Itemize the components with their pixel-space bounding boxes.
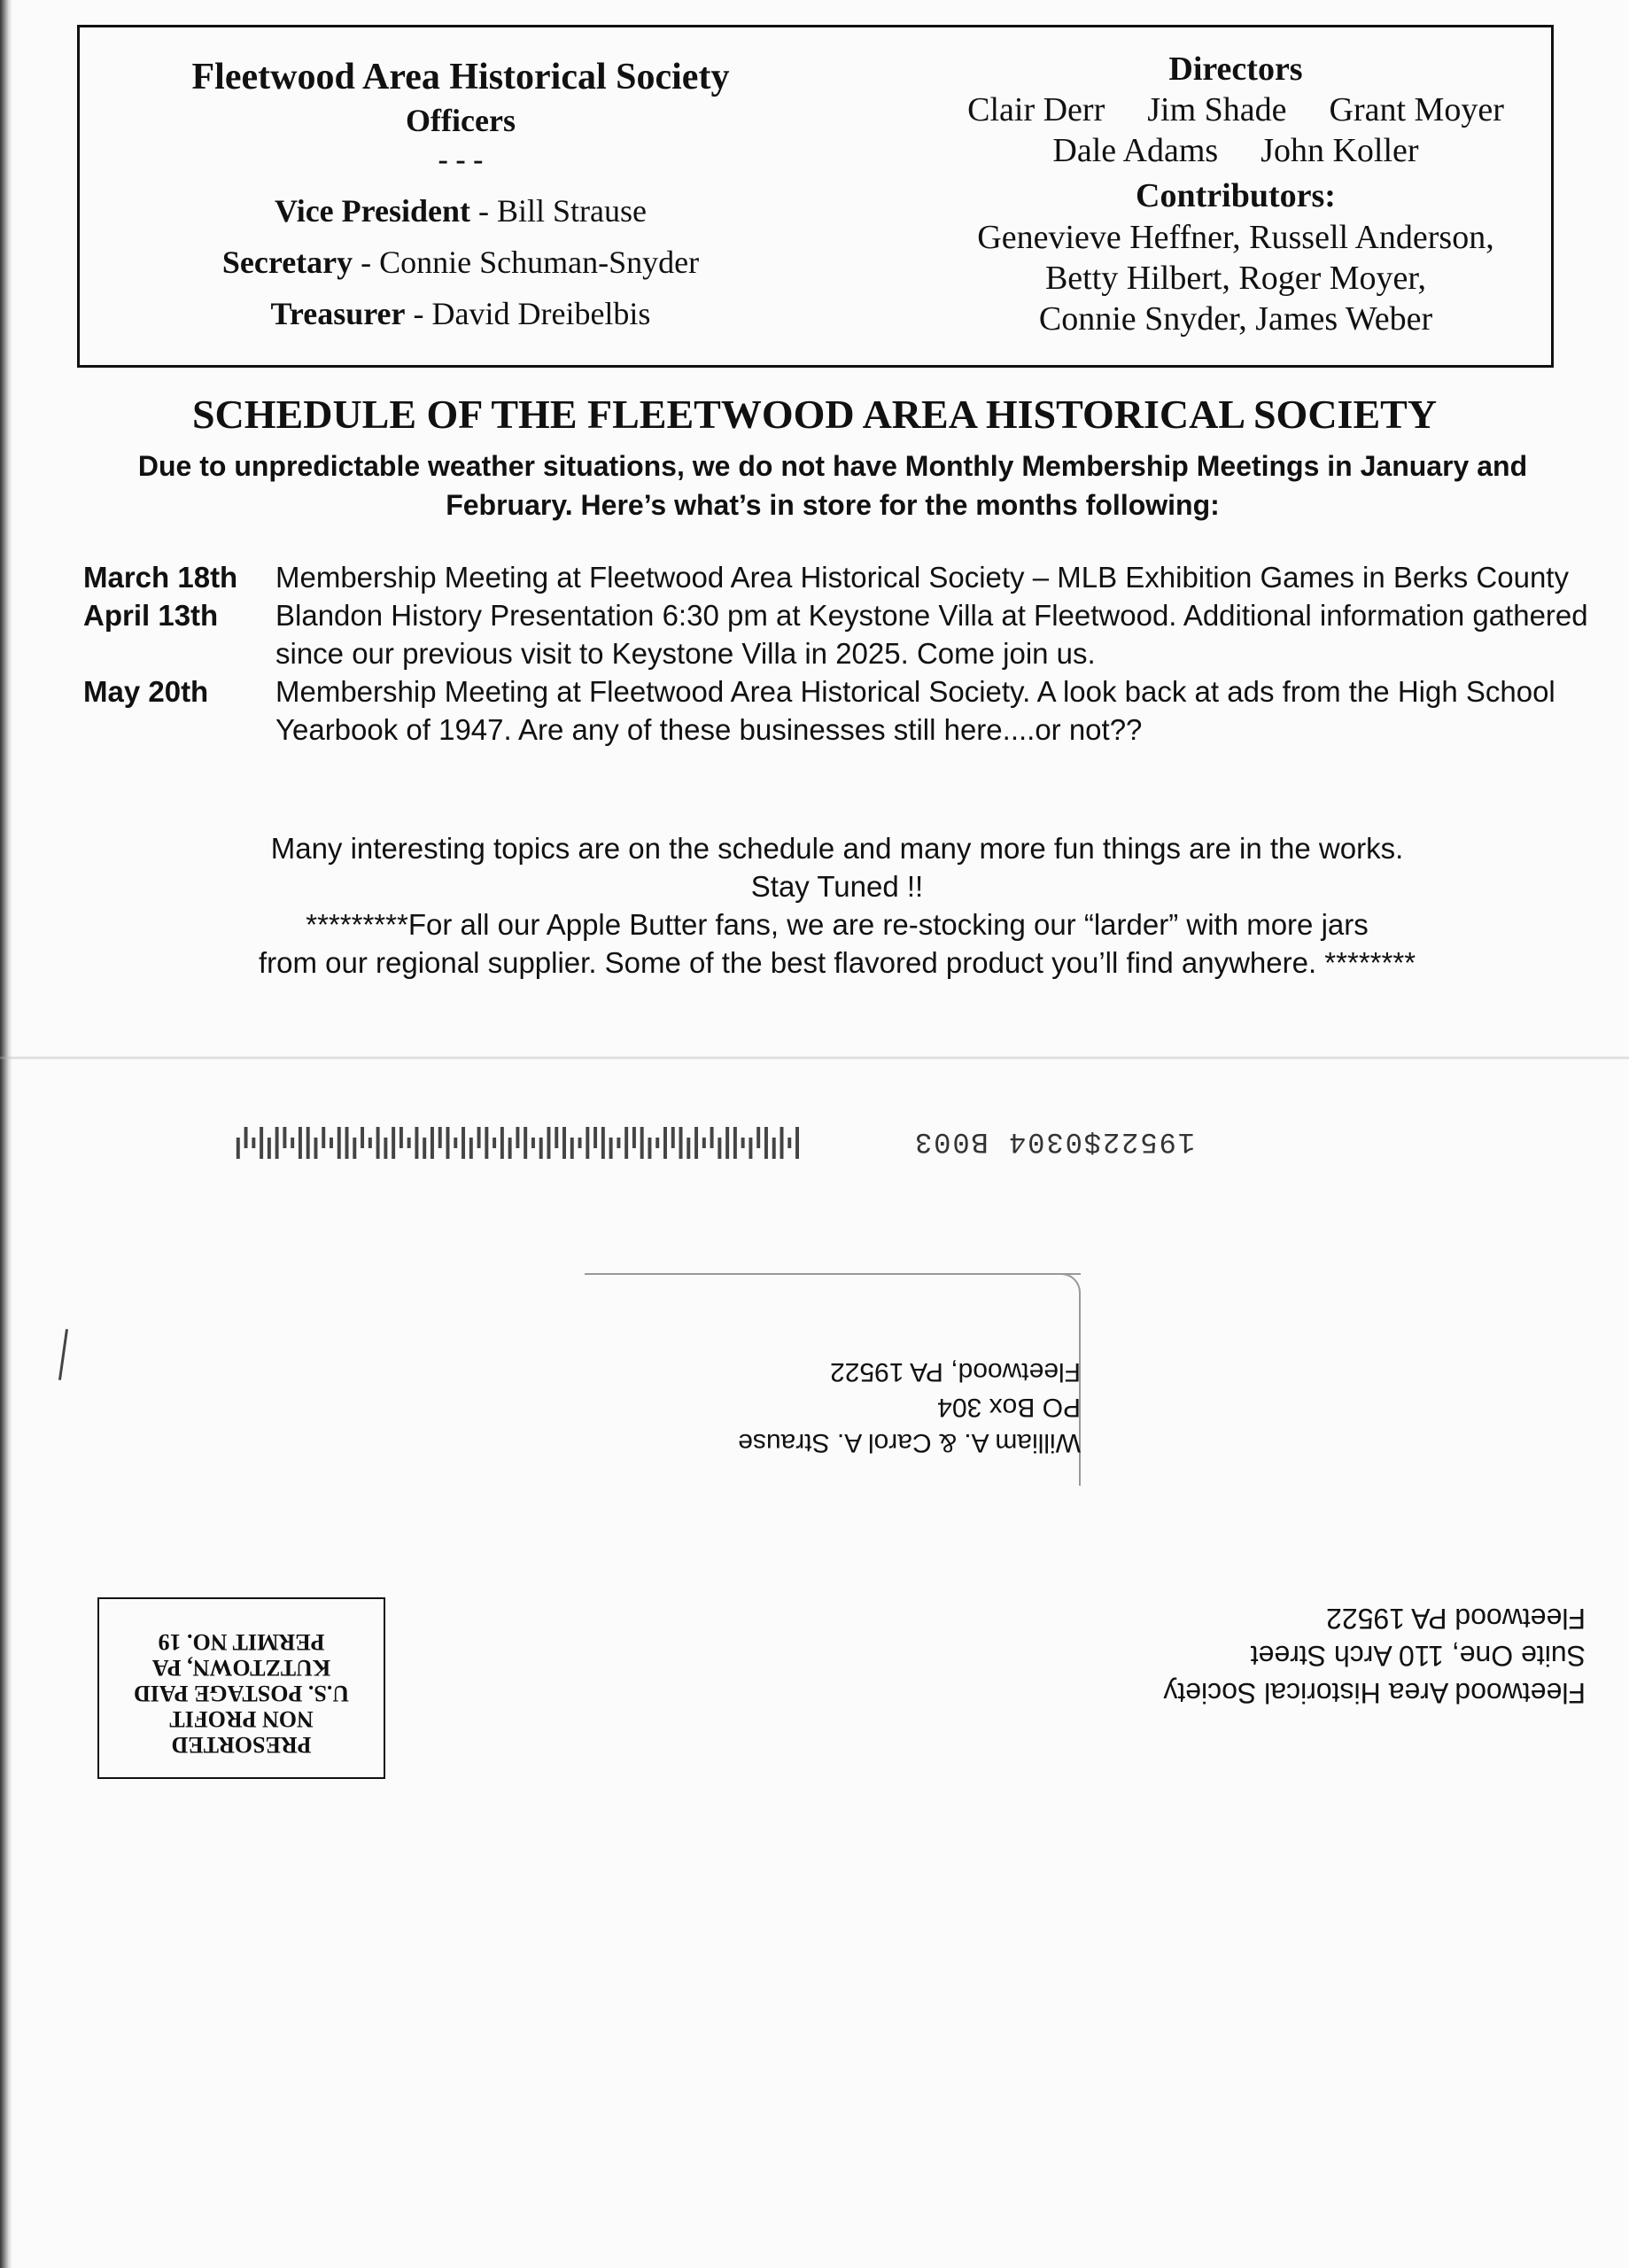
directors-row (930, 130, 1541, 171)
pen-mark (58, 1329, 68, 1380)
barcode-bar (663, 1127, 667, 1159)
barcode-bar (679, 1127, 683, 1159)
barcode-bar (423, 1138, 426, 1159)
barcode-bar (384, 1138, 387, 1159)
barcode-bar (694, 1127, 698, 1159)
director-name: Grant Moyer (1329, 91, 1504, 128)
scan-edge-shadow (0, 0, 12, 2268)
barcode-bar (655, 1138, 659, 1148)
sort-code: 19522$0304 B003 (912, 1125, 1196, 1158)
event-date: March 18th (83, 561, 238, 594)
society-name: Fleetwood Area Historical Society (191, 57, 730, 97)
officers-column (133, 54, 788, 339)
barcode-bar (617, 1138, 620, 1148)
barcode-bar (539, 1138, 543, 1159)
postal-barcode (232, 1127, 799, 1159)
barcode-bar (446, 1127, 450, 1159)
officers-heading: Officers (406, 103, 516, 138)
return-address-line: Fleetwood Area Historical Society (1163, 1677, 1586, 1709)
barcode-bar (361, 1127, 364, 1148)
barcode-bar (741, 1138, 745, 1148)
officer-title: Treasurer (270, 296, 406, 331)
barcode-bar (477, 1127, 481, 1148)
barcode-bar (570, 1138, 574, 1159)
fold-line (0, 1056, 1629, 1060)
barcode-bar (787, 1138, 791, 1148)
barcode-bar (749, 1138, 752, 1159)
header-box (77, 25, 1554, 368)
recipient-line: William A. & Carol A. Strause (738, 1428, 1081, 1457)
barcode-bar (640, 1127, 644, 1159)
barcode-bar (601, 1127, 605, 1159)
barcode-bar (438, 1127, 442, 1148)
barcode-bar (353, 1138, 356, 1159)
officer-row (133, 237, 788, 288)
barcode-bar (795, 1127, 799, 1159)
barcode-bar (469, 1138, 473, 1159)
barcode-bar (547, 1127, 551, 1159)
barcode-bar (593, 1127, 597, 1148)
barcode-bar (260, 1127, 263, 1159)
barcode-bar (609, 1138, 613, 1159)
barcode-bar (687, 1138, 690, 1159)
barcode-bar (725, 1127, 729, 1159)
postage-line: PERMIT NO. 19 (158, 1629, 325, 1655)
barcode-bar (345, 1127, 349, 1159)
postage-line: KUTZTOWN, PA (151, 1655, 331, 1681)
barcode-bar (508, 1138, 512, 1159)
postage-line: NON PROFIT (169, 1706, 314, 1732)
barcode-bar (500, 1127, 504, 1159)
address-panel-edge (585, 1273, 1081, 1275)
contributors-heading: Contributors: (1136, 177, 1336, 214)
barcode-bar (462, 1127, 465, 1159)
closing-line: Stay Tuned !! (750, 870, 924, 903)
barcode-bar (772, 1138, 776, 1159)
barcode-bar (555, 1127, 558, 1148)
officer-name: - Connie Schuman-Snyder (361, 245, 700, 280)
event-row (83, 596, 1607, 672)
closing-line: *********For all our Apple Butter fans, we are re-stocking our “larder” with more jars (306, 908, 1369, 941)
barcode-bar (671, 1127, 675, 1148)
recipient-line: Fleetwood, PA 19522 (830, 1357, 1081, 1386)
recipient-address (620, 1354, 1081, 1460)
barcode-bar (306, 1127, 310, 1159)
barcode-bar (586, 1127, 589, 1159)
barcode-bar (524, 1127, 527, 1159)
barcode-bar (485, 1127, 488, 1159)
directors-row (930, 89, 1541, 130)
barcode-bar (244, 1127, 248, 1148)
barcode-bar (275, 1127, 279, 1159)
weather-notice: Due to unpredictable weather situations, we do not have Monthly Membership Meetings in January and February. Here’s what’s in store for the months following: (137, 450, 1528, 521)
barcode-bar (252, 1138, 255, 1148)
barcode-bar (578, 1138, 582, 1148)
officers-separator: - - - (438, 144, 484, 176)
contributors-line: Genevieve Heffner, Russell Anderson, (977, 219, 1494, 256)
events-list (83, 558, 1607, 749)
event-row (83, 558, 1607, 596)
director-name: Clair Derr (967, 91, 1105, 128)
barcode-bar (314, 1138, 317, 1159)
event-row (83, 672, 1607, 749)
director-name: John Koller (1261, 132, 1419, 169)
postage-line: PRESORTED (171, 1732, 312, 1758)
barcode-bar (322, 1127, 325, 1148)
return-address (1036, 1600, 1586, 1712)
closing-line: from our regional supplier. Some of the best flavored product you’ll find anywhere. ******** (258, 946, 1416, 979)
barcode-bar (531, 1138, 535, 1148)
event-description: Blandon History Presentation 6:30 pm at Keystone Villa at Fleetwood. Additional information gathered since our previous visit to Keystone Villa in 2025. Come join us. (275, 599, 1588, 670)
closing-message (133, 829, 1541, 982)
barcode-bar (268, 1138, 271, 1159)
barcode-bar (648, 1138, 651, 1159)
barcode-bar (454, 1138, 457, 1148)
barcode-bar (493, 1138, 496, 1148)
officer-row (133, 288, 788, 339)
barcode-bar (756, 1127, 760, 1148)
barcode-bar (764, 1127, 768, 1159)
barcode-bar (407, 1138, 411, 1148)
barcode-bar (392, 1127, 395, 1159)
director-name: Dale Adams (1052, 132, 1219, 169)
officer-name: - David Dreibelbis (413, 296, 651, 331)
barcode-bar (330, 1138, 333, 1148)
barcode-bar (237, 1138, 240, 1159)
barcode-bar (431, 1127, 434, 1159)
barcode-bar (710, 1127, 714, 1148)
barcode-bar (718, 1138, 721, 1159)
barcode-bar (632, 1127, 636, 1148)
barcode-bar (376, 1127, 380, 1159)
contributors-line: Connie Snyder, James Weber (1038, 300, 1433, 338)
directors-heading: Directors (1168, 50, 1303, 88)
barcode-bar (702, 1138, 706, 1148)
contributors-line: Betty Hilbert, Roger Moyer, (1044, 260, 1427, 297)
barcode-bar (624, 1127, 628, 1159)
officer-name: - Bill Strause (477, 193, 647, 229)
directors-column (930, 49, 1541, 339)
barcode-bar (733, 1127, 737, 1159)
recipient-line: PO Box 304 (937, 1393, 1081, 1422)
barcode-bar (516, 1127, 519, 1148)
event-date: May 20th (83, 675, 209, 708)
barcode-bar (337, 1127, 341, 1159)
barcode-bar (299, 1127, 302, 1159)
barcode-bar (562, 1127, 566, 1159)
return-address-line: Fleetwood PA 19522 (1326, 1603, 1586, 1635)
barcode-bar (368, 1138, 372, 1148)
postage-indicia (97, 1597, 385, 1779)
officer-title: Vice President (275, 193, 470, 229)
event-description: Membership Meeting at Fleetwood Area Historical Society – MLB Exhibition Games in Berks County (275, 561, 1569, 594)
barcode-bar (780, 1127, 784, 1159)
officer-title: Secretary (221, 245, 353, 280)
postage-line: U.S. POSTAGE PAID (133, 1681, 350, 1706)
director-name: Jim Shade (1147, 91, 1287, 128)
closing-line: Many interesting topics are on the schedule and many more fun things are in the works. (270, 832, 1404, 865)
event-description: Membership Meeting at Fleetwood Area Historical Society. A look back at ads from the High School Yearbook of 1947. Are any of these businesses still here....or not?? (275, 675, 1555, 746)
barcode-bar (291, 1138, 294, 1148)
return-address-line: Suite One, 110 Arch Street (1250, 1640, 1586, 1672)
schedule-title: SCHEDULE OF THE FLEETWOOD AREA HISTORICAL SOCIETY (191, 392, 1438, 437)
barcode-bar (283, 1127, 286, 1148)
event-date: April 13th (83, 599, 219, 632)
officer-row (133, 185, 788, 237)
barcode-bar (415, 1127, 418, 1159)
barcode-bar (399, 1127, 403, 1148)
